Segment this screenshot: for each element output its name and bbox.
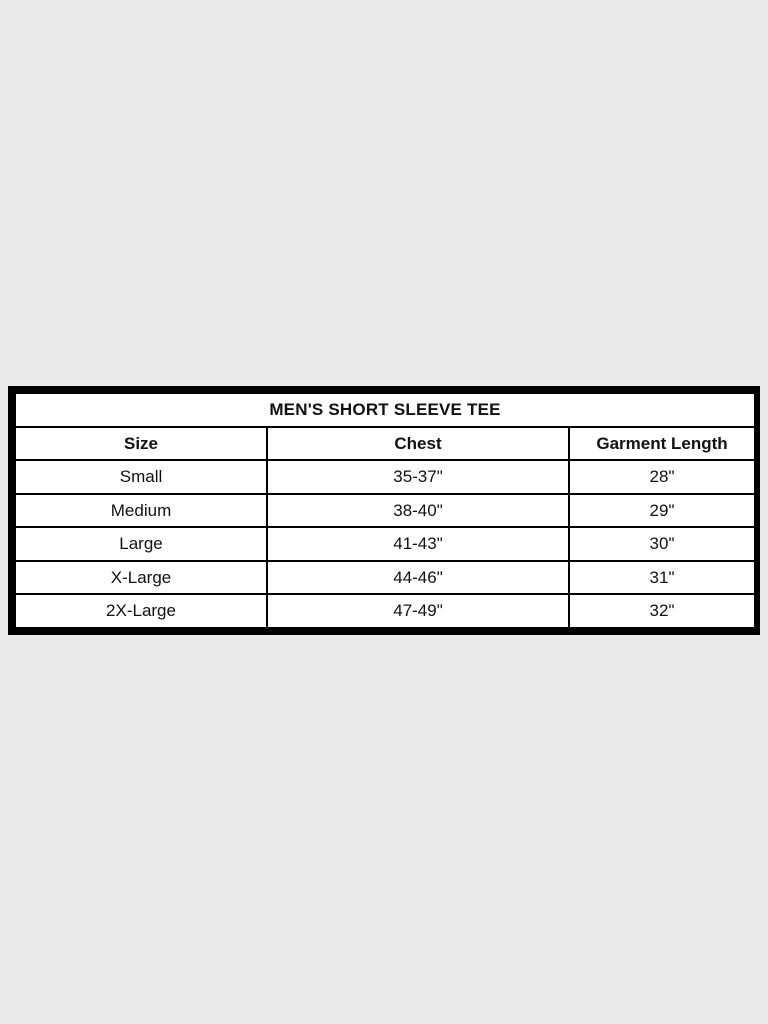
cell-garment-length: 30" bbox=[569, 527, 755, 561]
table-row bbox=[15, 561, 755, 595]
column-header-garment-length: Garment Length bbox=[569, 427, 755, 461]
cell-size: Large bbox=[15, 527, 267, 561]
column-header-size: Size bbox=[15, 427, 267, 461]
cell-size: Small bbox=[15, 460, 267, 494]
cell-garment-length: 31" bbox=[569, 561, 755, 595]
table-header-row bbox=[15, 427, 755, 461]
column-header-chest: Chest bbox=[267, 427, 569, 461]
table-row bbox=[15, 594, 755, 628]
table-row bbox=[15, 527, 755, 561]
cell-garment-length: 29" bbox=[569, 494, 755, 528]
cell-chest: 41-43" bbox=[267, 527, 569, 561]
cell-chest: 38-40" bbox=[267, 494, 569, 528]
size-chart bbox=[8, 386, 760, 635]
cell-chest: 44-46" bbox=[267, 561, 569, 595]
cell-garment-length: 28" bbox=[569, 460, 755, 494]
size-chart-table bbox=[14, 392, 756, 629]
cell-chest: 35-37" bbox=[267, 460, 569, 494]
table-row bbox=[15, 460, 755, 494]
table-row bbox=[15, 494, 755, 528]
cell-garment-length: 32" bbox=[569, 594, 755, 628]
table-title-row bbox=[15, 393, 755, 427]
cell-size: Medium bbox=[15, 494, 267, 528]
cell-size: 2X-Large bbox=[15, 594, 267, 628]
cell-chest: 47-49" bbox=[267, 594, 569, 628]
cell-size: X-Large bbox=[15, 561, 267, 595]
chart-title: MEN'S SHORT SLEEVE TEE bbox=[15, 393, 755, 427]
